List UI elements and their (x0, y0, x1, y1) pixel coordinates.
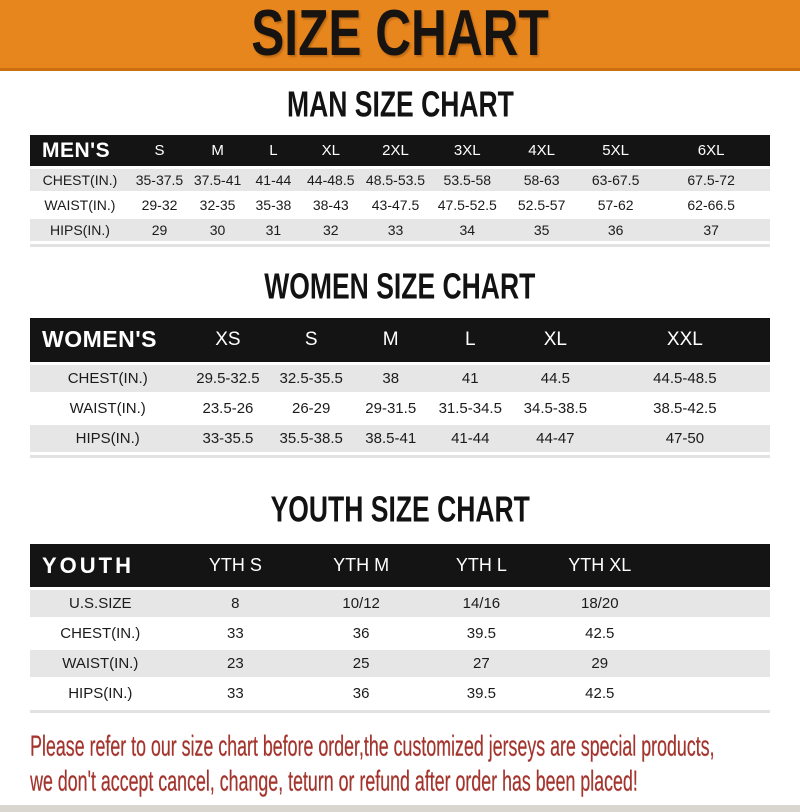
size-header-cell: YTH XL (541, 544, 659, 587)
table-title-cell: MEN'S (30, 135, 130, 166)
value-cell: 42.5 (541, 680, 659, 707)
value-cell: 35 (504, 219, 579, 241)
value-cell: 32-35 (189, 194, 246, 216)
value-cell: 62-66.5 (652, 194, 770, 216)
spacer-cell (659, 680, 770, 707)
size-header-cell: 4XL (504, 135, 579, 166)
value-cell: 57-62 (579, 194, 652, 216)
value-cell: 39.5 (422, 680, 540, 707)
row-label-cell: U.S.SIZE (30, 590, 171, 617)
value-cell: 29-31.5 (352, 395, 430, 422)
disclaimer-line-2 (30, 764, 800, 799)
men-size-table (30, 132, 770, 244)
value-cell: 23.5-26 (185, 395, 270, 422)
size-header-cell: S (270, 318, 351, 362)
value-cell: 41 (430, 365, 511, 392)
disclaimer-line-2-text: we don't accept cancel, change, teturn or refund after order has been placed! (30, 765, 638, 797)
row-label-cell: HIPS(IN.) (30, 680, 171, 707)
value-cell: 29 (130, 219, 189, 241)
value-cell: 10/12 (300, 590, 422, 617)
size-header-cell: XL (511, 318, 600, 362)
men-section-heading-text: MAN SIZE CHART (286, 84, 514, 126)
value-cell: 53.5-58 (430, 169, 504, 191)
size-header-cell: YTH S (171, 544, 301, 587)
image-bottom-edge (0, 805, 800, 812)
value-cell: 67.5-72 (652, 169, 770, 191)
value-cell: 30 (189, 219, 246, 241)
banner-title: SIZE CHART (251, 0, 549, 70)
value-cell: 31.5-34.5 (430, 395, 511, 422)
value-cell: 47-50 (600, 425, 770, 452)
table-title-cell: WOMEN'S (30, 318, 185, 362)
row-label-cell: WAIST(IN.) (30, 395, 185, 422)
size-header-cell: S (130, 135, 189, 166)
row-label-cell: HIPS(IN.) (30, 425, 185, 452)
value-cell: 26-29 (270, 395, 351, 422)
row-label-cell: CHEST(IN.) (30, 620, 171, 647)
size-chart-banner (0, 0, 800, 71)
value-cell: 44.5-48.5 (600, 365, 770, 392)
youth-size-table (30, 541, 770, 710)
value-cell: 36 (579, 219, 652, 241)
value-cell: 37 (652, 219, 770, 241)
row-label-cell: CHEST(IN.) (30, 365, 185, 392)
value-cell: 44-47 (511, 425, 600, 452)
value-cell: 31 (246, 219, 301, 241)
disclaimer-line-1 (30, 729, 800, 764)
women-section (0, 269, 800, 457)
value-cell: 29-32 (130, 194, 189, 216)
size-header-cell: 2XL (361, 135, 431, 166)
table-title-cell: YOUTH (30, 544, 171, 587)
women-section-heading (0, 269, 800, 306)
youth-section-heading (0, 489, 800, 530)
row-label-cell: WAIST(IN.) (30, 650, 171, 677)
value-cell: 34.5-38.5 (511, 395, 600, 422)
women-size-table-wrap (30, 315, 770, 458)
men-section-heading (0, 84, 800, 126)
size-header-cell: L (430, 318, 511, 362)
value-cell: 29 (541, 650, 659, 677)
value-cell: 33 (171, 620, 301, 647)
size-header-cell: M (352, 318, 430, 362)
order-disclaimer (30, 729, 800, 799)
value-cell: 29.5-32.5 (185, 365, 270, 392)
value-cell: 33 (361, 219, 431, 241)
size-header-cell: M (189, 135, 246, 166)
size-header-cell: 3XL (430, 135, 504, 166)
value-cell: 38.5-41 (352, 425, 430, 452)
women-size-table (30, 315, 770, 455)
spacer-cell (659, 620, 770, 647)
value-cell: 25 (300, 650, 422, 677)
youth-size-table-wrap (30, 541, 770, 713)
value-cell: 35-37.5 (130, 169, 189, 191)
row-label-cell: HIPS(IN.) (30, 219, 130, 241)
value-cell: 44-48.5 (301, 169, 361, 191)
size-header-cell: 5XL (579, 135, 652, 166)
row-label-cell: CHEST(IN.) (30, 169, 130, 191)
youth-section (0, 489, 800, 713)
value-cell: 35-38 (246, 194, 301, 216)
size-header-cell: L (246, 135, 301, 166)
value-cell: 34 (430, 219, 504, 241)
value-cell: 27 (422, 650, 540, 677)
spacer-cell (659, 650, 770, 677)
value-cell: 32.5-35.5 (270, 365, 351, 392)
value-cell: 42.5 (541, 620, 659, 647)
value-cell: 48.5-53.5 (361, 169, 431, 191)
women-section-heading-text: WOMEN SIZE CHART (264, 267, 536, 308)
value-cell: 8 (171, 590, 301, 617)
size-header-cell: YTH M (300, 544, 422, 587)
size-header-cell: XS (185, 318, 270, 362)
value-cell: 37.5-41 (189, 169, 246, 191)
value-cell: 35.5-38.5 (270, 425, 351, 452)
men-section (0, 84, 800, 247)
value-cell: 32 (301, 219, 361, 241)
size-chart-body (0, 84, 800, 713)
value-cell: 39.5 (422, 620, 540, 647)
value-cell: 38 (352, 365, 430, 392)
men-size-table-wrap (30, 132, 770, 247)
spacer-cell (659, 544, 770, 587)
disclaimer-line-1-text: Please refer to our size chart before order,the customized jerseys are special products, (30, 730, 715, 762)
value-cell: 33-35.5 (185, 425, 270, 452)
spacer-cell (659, 590, 770, 617)
size-header-cell: XXL (600, 318, 770, 362)
value-cell: 41-44 (246, 169, 301, 191)
value-cell: 58-63 (504, 169, 579, 191)
value-cell: 63-67.5 (579, 169, 652, 191)
value-cell: 18/20 (541, 590, 659, 617)
value-cell: 52.5-57 (504, 194, 579, 216)
value-cell: 44.5 (511, 365, 600, 392)
value-cell: 14/16 (422, 590, 540, 617)
value-cell: 47.5-52.5 (430, 194, 504, 216)
value-cell: 38.5-42.5 (600, 395, 770, 422)
size-header-cell: XL (301, 135, 361, 166)
value-cell: 41-44 (430, 425, 511, 452)
value-cell: 36 (300, 680, 422, 707)
value-cell: 23 (171, 650, 301, 677)
youth-section-heading-text: YOUTH SIZE CHART (270, 489, 530, 530)
size-header-cell: 6XL (652, 135, 770, 166)
row-label-cell: WAIST(IN.) (30, 194, 130, 216)
value-cell: 38-43 (301, 194, 361, 216)
value-cell: 36 (300, 620, 422, 647)
value-cell: 43-47.5 (361, 194, 431, 216)
size-header-cell: YTH L (422, 544, 540, 587)
value-cell: 33 (171, 680, 301, 707)
